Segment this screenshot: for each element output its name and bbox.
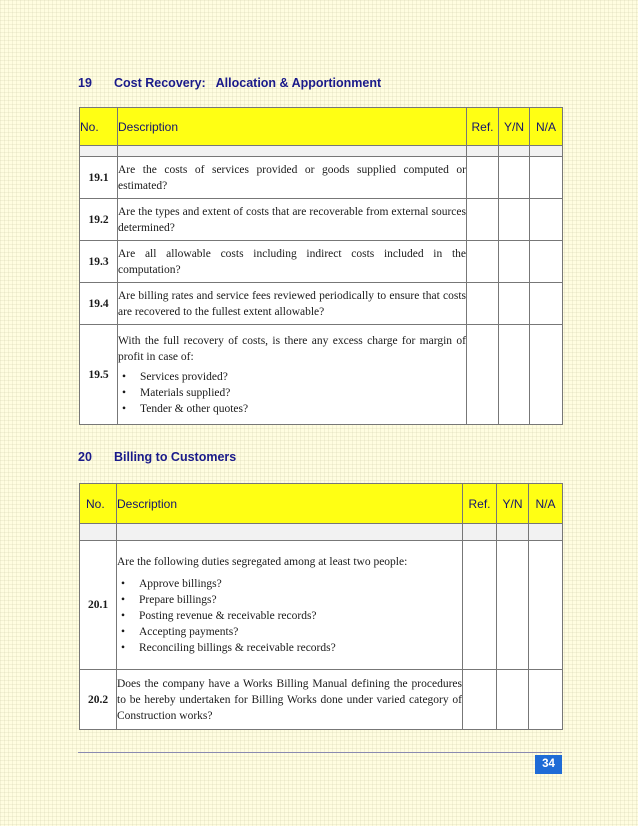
spacer-cell xyxy=(529,524,563,541)
list-item: • Accepting payments? xyxy=(117,624,462,640)
item-number: 19.1 xyxy=(80,157,118,199)
header-description: Description xyxy=(118,108,467,146)
header-row xyxy=(80,484,563,524)
na-cell[interactable] xyxy=(530,241,563,283)
section-20-table xyxy=(79,483,563,730)
spacer-cell xyxy=(467,146,499,157)
item-description xyxy=(118,283,467,325)
list-item: • Services provided? xyxy=(118,369,466,385)
spacer-cell xyxy=(530,146,563,157)
list-item: • Reconciling billings & receivable records? xyxy=(117,640,462,656)
yn-cell[interactable] xyxy=(499,325,530,425)
yn-cell[interactable] xyxy=(499,283,530,325)
table-row xyxy=(80,325,563,425)
item-description xyxy=(118,157,467,199)
spacer-cell xyxy=(499,146,530,157)
yn-cell[interactable] xyxy=(497,670,529,730)
section-19-table xyxy=(79,107,563,425)
item-description xyxy=(118,325,467,425)
item-number: 19.5 xyxy=(80,325,118,425)
spacer-row xyxy=(80,146,563,157)
header-row xyxy=(80,108,563,146)
item-number: 19.2 xyxy=(80,199,118,241)
item-text: Are the costs of services provided or goods supplied computed or estimated? xyxy=(118,163,466,192)
yn-cell[interactable] xyxy=(499,199,530,241)
table-row xyxy=(80,670,563,730)
na-cell[interactable] xyxy=(529,670,563,730)
section-19-number: 19 xyxy=(78,76,92,90)
ref-cell[interactable] xyxy=(467,325,499,425)
table-row xyxy=(80,241,563,283)
ref-cell[interactable] xyxy=(467,199,499,241)
spacer-cell xyxy=(497,524,529,541)
item-text: Are the following duties segregated among at least two people: xyxy=(117,556,408,568)
item-description xyxy=(118,199,467,241)
header-na: N/A xyxy=(529,484,563,524)
ref-cell[interactable] xyxy=(467,283,499,325)
ref-cell[interactable] xyxy=(463,670,497,730)
section-20-heading xyxy=(78,450,236,464)
header-ref: Ref. xyxy=(467,108,499,146)
spacer-cell xyxy=(117,524,463,541)
page-number-badge: 34 xyxy=(535,755,562,774)
item-text: Does the company have a Works Billing Manual defining the procedures to be hereby undertaken for Billing Works done under varied category of Construction works? xyxy=(117,677,462,722)
item-description xyxy=(117,541,463,670)
bullet-list xyxy=(117,576,462,656)
spacer-cell xyxy=(80,524,117,541)
na-cell[interactable] xyxy=(530,283,563,325)
section-19-heading xyxy=(78,76,381,90)
item-number: 19.4 xyxy=(80,283,118,325)
header-no: No. xyxy=(80,484,117,524)
header-yn: Y/N xyxy=(497,484,529,524)
na-cell[interactable] xyxy=(530,157,563,199)
header-no: No. xyxy=(80,108,118,146)
list-item: • Posting revenue & receivable records? xyxy=(117,608,462,624)
ref-cell[interactable] xyxy=(463,541,497,670)
bullet-list xyxy=(118,369,466,417)
header-ref: Ref. xyxy=(463,484,497,524)
table-row xyxy=(80,157,563,199)
table-row xyxy=(80,283,563,325)
yn-cell[interactable] xyxy=(499,157,530,199)
na-cell[interactable] xyxy=(530,325,563,425)
item-description xyxy=(117,670,463,730)
na-cell[interactable] xyxy=(529,541,563,670)
item-description xyxy=(118,241,467,283)
na-cell[interactable] xyxy=(530,199,563,241)
item-text: Are the types and extent of costs that are recoverable from external sources determined? xyxy=(118,205,466,234)
yn-cell[interactable] xyxy=(499,241,530,283)
section-19-title: Cost Recovery: Allocation & Apportionment xyxy=(114,76,382,90)
list-item: • Prepare billings? xyxy=(117,592,462,608)
spacer-row xyxy=(80,524,563,541)
spacer-cell xyxy=(463,524,497,541)
spacer-cell xyxy=(80,146,118,157)
footer-divider xyxy=(78,752,562,753)
header-description: Description xyxy=(117,484,463,524)
ref-cell[interactable] xyxy=(467,241,499,283)
yn-cell[interactable] xyxy=(497,541,529,670)
header-na: N/A xyxy=(530,108,563,146)
item-text: Are billing rates and service fees reviewed periodically to ensure that costs are recovered to the fullest extent allowable? xyxy=(118,289,466,318)
item-text: Are all allowable costs including indirect costs included in the computation? xyxy=(118,247,466,276)
section-20-number: 20 xyxy=(78,450,92,464)
table-row xyxy=(80,199,563,241)
item-number: 20.1 xyxy=(80,541,117,670)
item-number: 19.3 xyxy=(80,241,118,283)
section-20-title: Billing to Customers xyxy=(114,450,237,464)
ref-cell[interactable] xyxy=(467,157,499,199)
list-item: • Materials supplied? xyxy=(118,385,466,401)
table-row xyxy=(80,541,563,670)
item-text: With the full recovery of costs, is there any excess charge for margin of profit in case of: xyxy=(118,334,466,363)
list-item: • Tender & other quotes? xyxy=(118,401,466,417)
spacer-cell xyxy=(118,146,467,157)
header-yn: Y/N xyxy=(499,108,530,146)
list-item: • Approve billings? xyxy=(117,576,462,592)
item-number: 20.2 xyxy=(80,670,117,730)
